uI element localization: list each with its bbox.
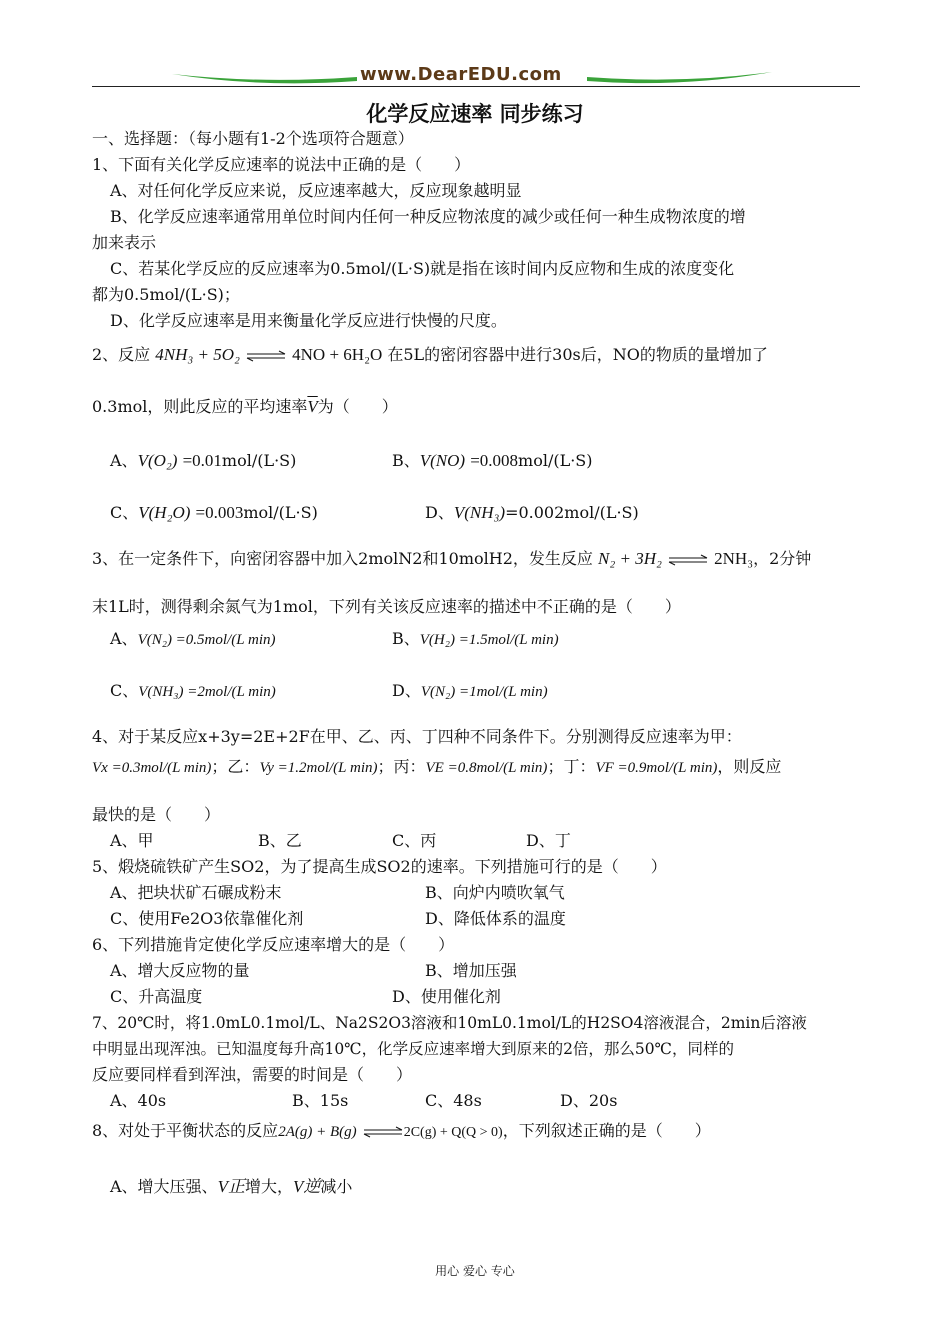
q2-b-value: =0.008 (470, 451, 519, 470)
q5-stem: 5、煅烧硫铁矿产生SO2，为了提高生成SO2的速率。下列措施可行的是（ ） (92, 857, 667, 876)
q2-c-symbol: V(H₂O) (138, 503, 191, 522)
q4-sep1: ；乙： (211, 757, 260, 776)
q2-suffix: 在5L的密闭容器中进行30s后，NO的物质的量增加了 (387, 345, 768, 364)
q3-c-label: C、 (110, 681, 139, 700)
q3-c-expr: V(NH₃) =2mol/(L min) (138, 684, 276, 700)
q3-b-expr: V(H₂) =1.5mol/(L min) (419, 632, 559, 648)
page-footer: 用心 爱心 专心 (435, 1264, 515, 1278)
q2-eq-right: 4NO + 6H₂O (292, 345, 383, 364)
q3-stem-end: ，2分钟 (753, 549, 812, 568)
q1-option-c: C、若某化学反应的反应速率为0.5mol/(L·S)就是指在该时间内反应物和生成的浓度变化 (110, 259, 735, 278)
q7-line3: 反应要同样看到浑浊，需要的时间是（ ） (92, 1065, 413, 1084)
q2-option-c (110, 502, 318, 524)
q2-b-symbol: V(NO) (419, 451, 466, 470)
q8-suffix: ，下列叙述正确的是（ ） (502, 1121, 711, 1140)
q1-option-a: A、对任何化学反应来说，反应速率越大，反应现象越明显 (110, 181, 522, 200)
q8-option-a (110, 1176, 352, 1198)
q2-c-value: =0.003 (195, 503, 244, 522)
q4-rate-e: VE =0.8mol/(L min) (425, 760, 548, 776)
q6-option-d: D、使用催化剂 (392, 987, 501, 1006)
site-name: www.DearEDU.com (360, 64, 562, 85)
q3-stem-text: 3、在一定条件下，向密闭容器中加入2molN2和10molH2，发生反应 (92, 549, 593, 568)
page-title: 化学反应速率 同步练习 (366, 102, 584, 126)
q8-stem (92, 1120, 711, 1144)
q4-option-c: C、丙 (392, 831, 437, 850)
q8-mid: 增大， (244, 1177, 293, 1196)
q3-stem (92, 548, 811, 570)
q2-line2-text: 0.3mol，则此反应的平均速率 (92, 397, 308, 416)
q7-line1: 7、20℃时，将1.0mL0.1mol/L、Na2S2O3溶液和10mL0.1mol/L的H2SO4溶液混合，2min后溶液 (92, 1014, 807, 1032)
q2-line2-end: 为（ ） (317, 397, 398, 416)
q8-v-reverse: V逆 (292, 1177, 321, 1196)
q2-prefix: 2、反应 (92, 345, 151, 364)
q2-line2 (92, 396, 398, 418)
q5-option-a: A、把块状矿石碾成粉末 (110, 883, 282, 902)
page-header (92, 62, 860, 92)
q4-stem: 4、对于某反应x+3y=2E+2F在甲、乙、丙、丁四种不同条件下。分别测得反应速率为甲： (92, 727, 742, 746)
q4-sep2: ；丙： (377, 757, 426, 776)
q2-option-d (425, 502, 639, 524)
q8-prefix: 8、对处于平衡状态的反应 (92, 1121, 279, 1140)
q2-c-label: C、 (110, 503, 139, 522)
q7-option-a: A、40s (110, 1091, 167, 1110)
section-heading: 一、选择题：（每小题有1-2个选项符合题意） (92, 129, 414, 148)
q4-end: ，则反应 (717, 757, 782, 776)
q1-option-d: D、化学反应速率是用来衡量化学反应进行快慢的尺度。 (110, 311, 507, 330)
q2-option-b (392, 450, 593, 472)
q8-eq-left: 2A(g) + B(g) (278, 1124, 357, 1140)
q1-option-c-cont: 都为0.5mol/(L·S)； (92, 285, 240, 304)
q3-equation-right: 2NH₃ (714, 549, 754, 568)
q4-sep3: ；丁： (547, 757, 596, 776)
q3-a-label: A、 (110, 629, 138, 648)
q2-d-value: =0.002mol/(L·S) (505, 503, 639, 522)
q5-option-d: D、降低体系的温度 (425, 909, 566, 928)
q2-a-unit: mol/(L·S) (221, 451, 297, 470)
q1-option-b-cont: 加来表示 (92, 233, 157, 252)
q6-stem: 6、下列措施肯定使化学反应速率增大的是（ ） (92, 935, 455, 954)
q8-v-forward: V正 (217, 1177, 245, 1196)
header-rule (92, 86, 860, 87)
q4-rate-x: Vx =0.3mol/(L min) (92, 760, 212, 776)
q2-option-a (110, 450, 296, 472)
equilibrium-arrow-icon (667, 554, 709, 566)
q4-option-a: A、甲 (110, 831, 154, 850)
q3-equation-left: N₂ + 3H₂ (597, 549, 662, 568)
q2-b-label: B、 (392, 451, 420, 470)
q2-c-unit: mol/(L·S) (243, 503, 318, 522)
q3-d-label: D、 (392, 681, 421, 700)
q4-option-b: B、乙 (258, 831, 302, 850)
q3-b-label: B、 (392, 629, 420, 648)
q3-d-expr: V(N₂) =1mol/(L min) (420, 684, 548, 700)
q8-eq-right: 2C(g) + Q(Q > 0) (403, 1125, 503, 1140)
q1-stem: 1、下面有关化学反应速率的说法中正确的是（ ） (92, 155, 471, 174)
q3-a-expr: V(N₂) =0.5mol/(L min) (137, 632, 276, 648)
q2-a-value: =0.01 (182, 451, 222, 470)
q3-option-d (392, 680, 548, 703)
q3-option-b (392, 628, 559, 651)
q5-option-c: C、使用Fe2O3依靠催化剂 (110, 909, 304, 928)
q4-option-d: D、丁 (526, 831, 571, 850)
q2-eq-left: 4NH₃ + 5O₂ (155, 345, 240, 364)
q7-line2: 中明显出现浑浊。已知温度每升高10℃，化学反应速率增大到原来的2倍，那么50℃，同样的 (92, 1040, 734, 1058)
q2-a-symbol: V(O₂) (137, 451, 178, 470)
q3-line2: 末1L时，测得剩余氮气为1mol，下列有关该反应速率的描述中不正确的是（ ） (92, 597, 681, 616)
q5-option-b: B、向炉内喷吹氧气 (425, 883, 565, 902)
q8-a-label: A、增大压强、 (110, 1177, 218, 1196)
q6-option-c: C、升高温度 (110, 987, 203, 1006)
q7-option-b: B、15s (292, 1091, 349, 1110)
q6-option-b: B、增加压强 (425, 961, 517, 980)
q2-d-label: D、 (425, 503, 454, 522)
q4-rate-y: Vy =1.2mol/(L min) (259, 760, 378, 776)
q4-rates (92, 756, 781, 779)
q2-stem (92, 344, 768, 366)
q2-vbar: V (307, 397, 318, 416)
q7-option-c: C、48s (425, 1091, 482, 1110)
q3-option-a (110, 628, 276, 651)
q4-line3: 最快的是（ ） (92, 805, 221, 824)
q8-end: 减小 (320, 1177, 353, 1196)
q1-option-b: B、化学反应速率通常用单位时间内任何一种反应物浓度的减少或任何一种生成物浓度的增 (110, 207, 746, 226)
q2-a-label: A、 (110, 451, 138, 470)
equilibrium-arrow-icon (245, 350, 287, 362)
q2-d-symbol: V(NH₃) (453, 503, 506, 522)
equilibrium-arrow-icon (362, 1126, 404, 1138)
q2-b-unit: mol/(L·S) (518, 451, 593, 470)
q7-option-d: D、20s (560, 1091, 618, 1110)
q6-option-a: A、增大反应物的量 (110, 961, 250, 980)
q3-option-c (110, 680, 276, 703)
q4-rate-f: VF =0.9mol/(L min) (595, 760, 718, 776)
